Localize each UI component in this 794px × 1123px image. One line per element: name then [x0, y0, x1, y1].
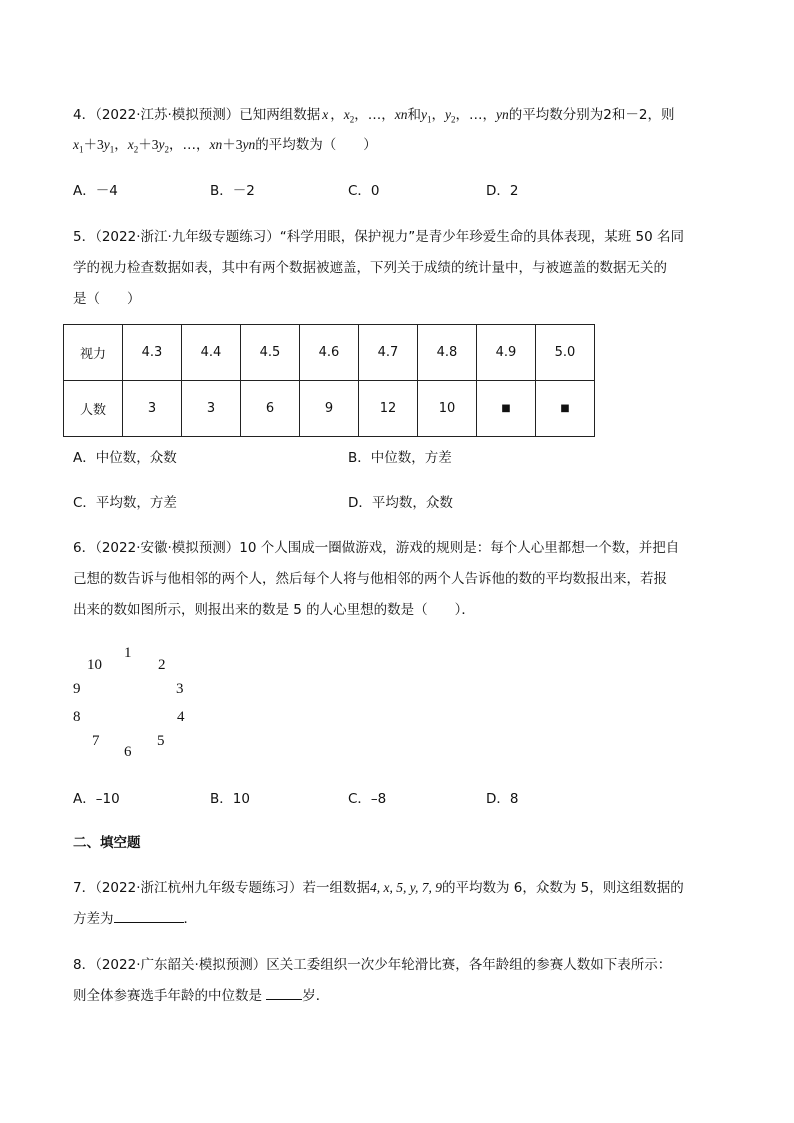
q4-option-d[interactable]: D．2 — [486, 183, 519, 199]
q4-l2-y1: y — [103, 137, 110, 152]
q5-option-b[interactable]: B．中位数，方差 — [348, 450, 452, 466]
q6-option-d[interactable]: D．8 — [486, 791, 519, 807]
q4-l2-plus3c: ＋3 — [222, 137, 243, 152]
q4-sep: ， — [330, 107, 344, 123]
q7-start: 7．（2022·浙江杭州九年级专题练习）若一组数据 — [73, 880, 370, 896]
q7-end: 的平均数为 6，众数为 5，则这组数据的 — [442, 880, 684, 896]
q4-y1: y — [421, 107, 428, 122]
table-header-vision: 视力 — [64, 325, 123, 381]
q7-line2 — [73, 907, 197, 927]
q6-option-b[interactable]: B．10 — [210, 791, 250, 807]
q4-yn: yn — [496, 107, 509, 122]
q4-line2: $x_1+3y_1$，$x_2+3y_2$，…，xn＋3yn的平均数为（ ） — [73, 137, 377, 155]
q4-l2-y1-sub: 1 — [109, 144, 115, 155]
q7-line1 — [73, 876, 684, 896]
circle-number: 8 — [73, 709, 81, 725]
q4-l2-x2-sub: 2 — [133, 144, 139, 155]
q8-line2 — [73, 984, 329, 1004]
table-cell: 4.7 — [359, 325, 418, 381]
q4-option-c[interactable]: C．0 — [348, 183, 380, 199]
q4-l2-y2-sub: 2 — [164, 144, 169, 155]
circle-number: 10 — [87, 657, 102, 673]
q4-y1-sub: 1 — [427, 114, 432, 125]
q5-line3: 是（ ） — [73, 291, 141, 307]
q7-data: 4, x, 5, y, 7, 9 — [370, 880, 442, 895]
table-cell: 3 — [123, 381, 182, 437]
vision-table — [63, 324, 595, 437]
circle-number: 3 — [176, 681, 184, 697]
q4-source: （2022·江苏·模拟预测） — [95, 107, 240, 123]
q4-l2-plus3b: ＋3 — [138, 137, 159, 152]
table-cell: 4.6 — [300, 325, 359, 381]
circle-number: 9 — [73, 681, 81, 697]
q4-option-b[interactable]: B．－2 — [210, 183, 255, 199]
q8-line2-start: 则全体参赛选手年龄的中位数是 — [73, 988, 267, 1004]
q5-option-a[interactable]: A．中位数，众数 — [73, 450, 177, 466]
q5-line2: 学的视力检查数据如表，其中有两个数据被遮盖，下列关于成绩的统计量中，与被遮盖的数据无关的 — [73, 260, 667, 276]
q4-text-b: 的平均数分别为2和－2，则 — [508, 107, 675, 123]
q6-line1: 6．（2022·安徽·模拟预测）10 个人围成一圈做游戏，游戏的规则是：每个人心里都想一个数，并把自 — [73, 540, 680, 556]
table-cell: 5.0 — [536, 325, 595, 381]
q5-option-c[interactable]: C．平均数，方差 — [73, 495, 177, 511]
q4-text-a: 已知两组数据 — [239, 107, 321, 123]
q4-and: 和 — [407, 107, 422, 123]
q4-l2-end: 的平均数为（ ） — [255, 137, 377, 153]
table-cell: 6 — [241, 381, 300, 437]
table-cell: 10 — [418, 381, 477, 437]
table-row — [64, 381, 595, 437]
table-row — [64, 325, 595, 381]
q8-answer-blank[interactable] — [266, 987, 302, 1000]
circle-number: 5 — [157, 733, 165, 749]
q4-y2-sub: 2 — [451, 114, 456, 125]
q4-l2-plus3a: ＋3 — [83, 137, 104, 152]
q4-l2-x1-sub: 1 — [79, 144, 84, 155]
table-cell: 4.3 — [123, 325, 182, 381]
table-cell: 4.4 — [182, 325, 241, 381]
q7-answer-blank[interactable] — [114, 910, 184, 923]
table-cell: 3 — [182, 381, 241, 437]
table-header-count: 人数 — [64, 381, 123, 437]
q4-xn: xn — [394, 107, 408, 122]
table-cell: 4.5 — [241, 325, 300, 381]
table-cell: 12 — [359, 381, 418, 437]
q4-l2-x2: x — [127, 137, 134, 152]
q4-ellipsis: ，…， — [354, 107, 395, 123]
q5-line1: 5．（2022·浙江·九年级专题练习）“科学用眼，保护视力”是青少年珍爱生命的具体表现，某班 50 名同 — [73, 229, 685, 245]
q7-line2-start: 方差为 — [73, 911, 114, 927]
q6-option-c[interactable]: C．–8 — [348, 791, 387, 807]
q4-l2-xn: xn — [209, 137, 223, 152]
q4-y2: y — [445, 107, 452, 122]
q6-line2: 己想的数告诉与他相邻的两个人，然后每个人将与他相邻的两个人告诉他的数的平均数报出来，若报 — [73, 571, 667, 587]
section-title: 二、填空题 — [73, 835, 141, 851]
circle-number: 1 — [124, 645, 132, 661]
table-cell: 4.9 — [477, 325, 536, 381]
q8-line1: 8．（2022·广东韶关·模拟预测）区关工委组织一次少年轮滑比赛，各年龄组的参赛人数如下表所示： — [73, 957, 672, 973]
q4-x1: x — [322, 107, 329, 122]
q6-line3: 出来的数如图所示，则报出来的数是 5 的人心里想的数是（ ）． — [73, 602, 475, 618]
q4-x2: x — [343, 107, 350, 122]
table-cell-covered: ■ — [536, 381, 595, 437]
circle-number: 7 — [92, 733, 100, 749]
table-cell-covered: ■ — [477, 381, 536, 437]
circle-number: 4 — [177, 709, 185, 725]
q4-line1: 4．（2022·江苏·模拟预测）已知两组数据 x ，$x_2$，…，xn和$y_1$，$y_2$，…，yn的平均数分别为2和－2，则 — [73, 107, 675, 125]
q5-option-d[interactable]: D．平均数，众数 — [348, 495, 453, 511]
q6-option-a[interactable]: A．–10 — [73, 791, 120, 807]
q4-l2-yn: yn — [242, 137, 256, 152]
circle-number: 6 — [124, 744, 132, 760]
table-cell: 9 — [300, 381, 359, 437]
q4-l2-x1: x — [73, 137, 79, 152]
q4-option-a[interactable]: A．－4 — [73, 183, 118, 199]
q4-number: 4． — [73, 107, 96, 123]
q4-l2-y2: y — [158, 137, 165, 152]
table-cell: 4.8 — [418, 325, 477, 381]
q4-x2-sub: 2 — [349, 114, 355, 125]
circle-number: 2 — [158, 657, 166, 673]
q7-line2-end: ． — [183, 911, 197, 927]
q8-line2-end: 岁． — [302, 988, 330, 1004]
